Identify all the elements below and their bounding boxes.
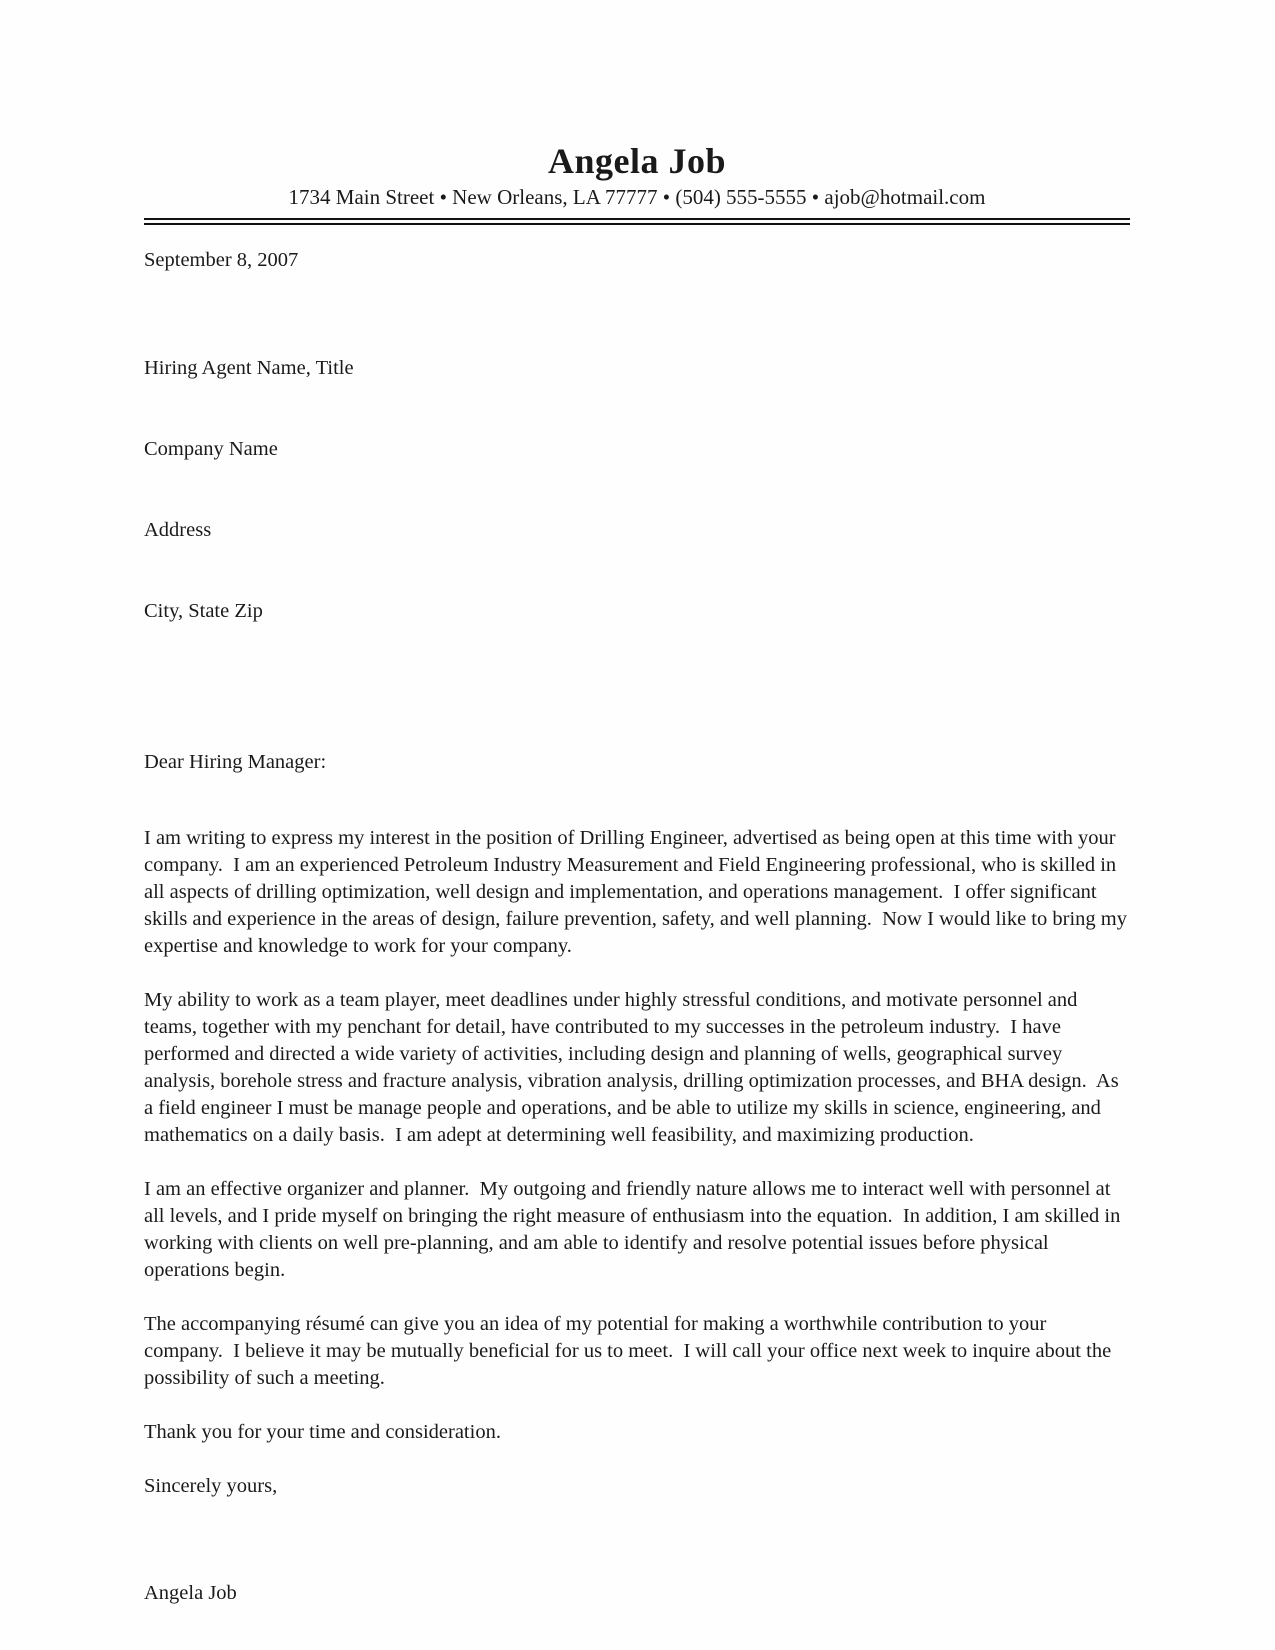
body-paragraph-resume: The accompanying résumé can give you an idea of my potential for making a worthwhile contribution to your company. I believe it may be mutually beneficial for us to meet. I will call your office next week to inquire about the possibility of such a meeting. <box>144 1313 1117 1389</box>
letterhead-name: Angela Job <box>547 141 727 181</box>
date-line: September 8, 2007 <box>144 249 299 271</box>
body-paragraph-organizer: I am an effective organizer and planner. My outgoing and friendly nature allows me to interact well with personnel at all levels, and I pride myself on bringing the right measure of enthusiasm into the equation. In addition, I am skilled in working with clients on well pre-planning, and am able to identify and resolve potential issues before physical operations begin. <box>144 1178 1126 1281</box>
recipient-line-address: Address <box>144 519 212 541</box>
valediction: Sincerely yours, <box>144 1475 278 1497</box>
body-paragraph-abilities: My ability to work as a team player, meet deadlines under highly stressful conditions, and motivate personnel and teams, together with my penchant for detail, have contributed to my successes in the petroleum industry. I have performed and directed a wide variety of activities, including design and planning of wells, geographical survey analysis, borehole stress and fracture analysis, vibration analysis, drilling optimization processes, and BHA design. As a field engineer I must be manage people and operations, and be able to utilize my skills in science, engineering, and mathematics on a daily basis. I am adept at determining well feasibility, and maximizing production. <box>144 989 1124 1146</box>
thank-you-line: Thank you for your time and consideration. <box>144 1421 501 1443</box>
recipient-line-company-name: Company Name <box>144 438 278 460</box>
recipient-block <box>144 301 1130 679</box>
letterhead-contact-line: 1734 Main Street • New Orleans, LA 77777 • (504) 555-5555 • ajob@hotmail.com <box>288 185 986 209</box>
body-paragraph-intro: I am writing to express my interest in the position of Drilling Engineer, advertised as being open at this time with your company. I am an experienced Petroleum Industry Measurement and Field Engineering professional, who is skilled in all aspects of drilling optimization, well design and implementation, and operations management. I offer significant skills and experience in the areas of design, failure prevention, safety, and well planning. Now I would like to bring my expertise and knowledge to work for your company. <box>144 827 1133 957</box>
recipient-line-hiring-agent: Hiring Agent Name, Title <box>144 357 354 379</box>
letter-content <box>0 140 1275 1607</box>
signature-name: Angela Job <box>144 1582 237 1604</box>
recipient-line-city-state-zip: City, State Zip <box>144 600 263 622</box>
salutation: Dear Hiring Manager: <box>144 751 327 773</box>
letterhead-double-rule <box>144 218 1130 225</box>
letterhead <box>144 140 1130 225</box>
